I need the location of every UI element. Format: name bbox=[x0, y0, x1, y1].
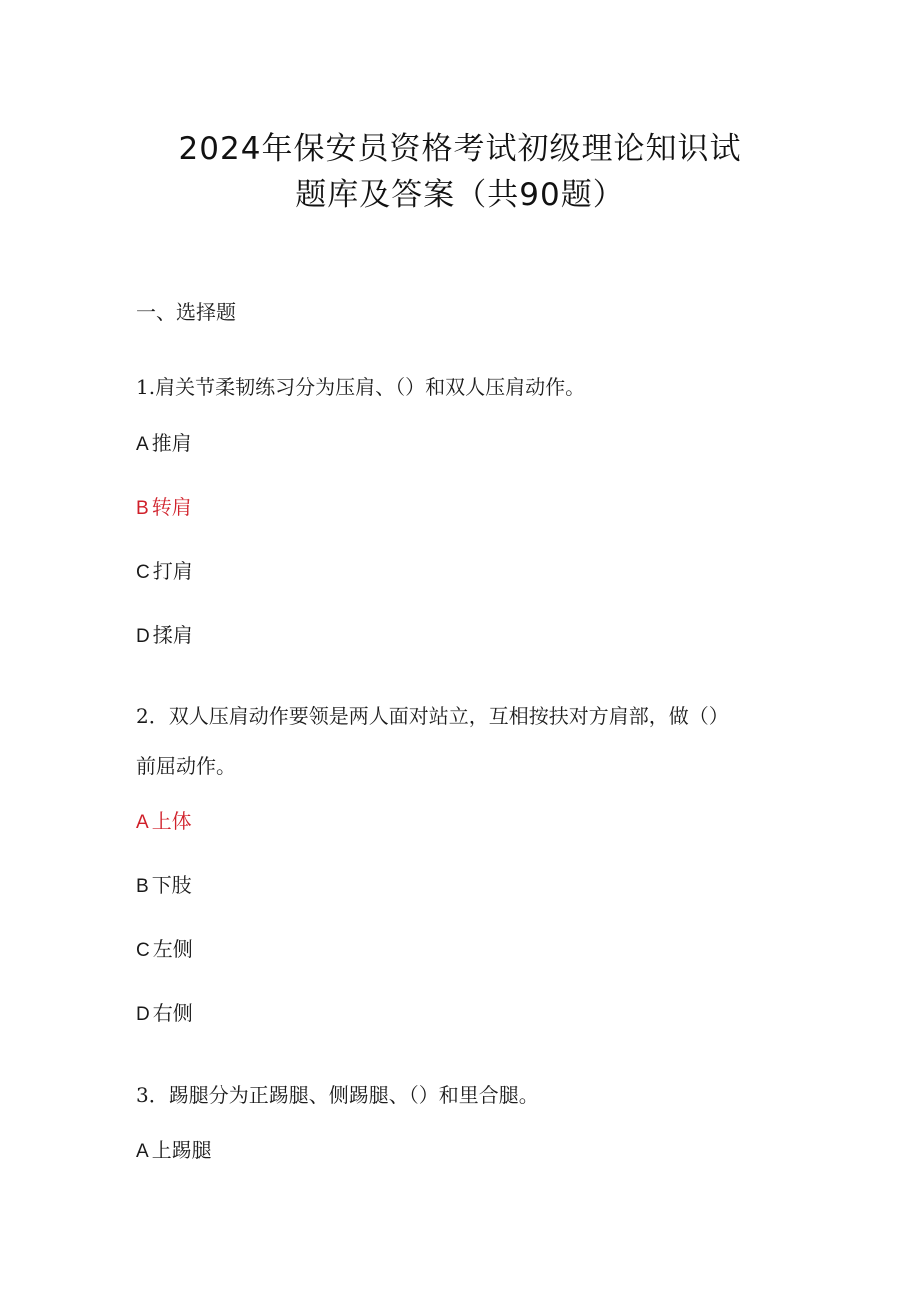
option-label: C bbox=[136, 562, 150, 583]
question-1-option-c bbox=[136, 557, 193, 587]
question-2-option-b bbox=[136, 871, 192, 901]
option-text: 右侧 bbox=[152, 1001, 193, 1025]
question-2-stem-line-1: 2．双人压肩动作要领是两人面对站立，互相按扶对方肩部，做（） bbox=[136, 704, 729, 728]
question-1-stem: 1.肩关节柔韧练习分为压肩、（）和双人压肩动作。 bbox=[136, 375, 586, 399]
question-2-option-a-correct bbox=[136, 807, 192, 837]
option-label: B bbox=[136, 498, 149, 519]
option-label: D bbox=[136, 626, 150, 647]
option-text: 转肩 bbox=[151, 495, 192, 519]
option-text: 上体 bbox=[151, 809, 192, 833]
question-2-option-c bbox=[136, 935, 193, 965]
option-label: A bbox=[136, 1141, 149, 1162]
question-1-option-d bbox=[136, 621, 193, 651]
option-label: A bbox=[136, 812, 149, 833]
option-label: A bbox=[136, 434, 149, 455]
option-text: 推肩 bbox=[151, 431, 192, 455]
option-label: C bbox=[136, 940, 150, 961]
question-2-stem-line-2: 前屈动作。 bbox=[136, 754, 236, 778]
option-label: D bbox=[136, 1004, 150, 1025]
question-2-option-d bbox=[136, 999, 193, 1029]
question-1-option-b-correct bbox=[136, 493, 192, 523]
option-text: 下肢 bbox=[151, 873, 192, 897]
question-3-stem: 3．踢腿分为正踢腿、侧踢腿、（）和里合腿。 bbox=[136, 1083, 539, 1107]
question-3-option-a bbox=[136, 1136, 212, 1166]
option-label: B bbox=[136, 876, 149, 897]
option-text: 打肩 bbox=[152, 559, 193, 583]
question-1-option-a bbox=[136, 429, 192, 459]
option-text: 揉肩 bbox=[152, 623, 193, 647]
option-text: 上踢腿 bbox=[151, 1138, 212, 1162]
document-title-line-1: 2024年保安员资格考试初级理论知识试 bbox=[178, 131, 742, 167]
option-text: 左侧 bbox=[152, 937, 193, 961]
section-heading: 一、选择题 bbox=[136, 300, 236, 324]
document-title-line-2: 题库及答案（共90题） bbox=[295, 177, 625, 213]
